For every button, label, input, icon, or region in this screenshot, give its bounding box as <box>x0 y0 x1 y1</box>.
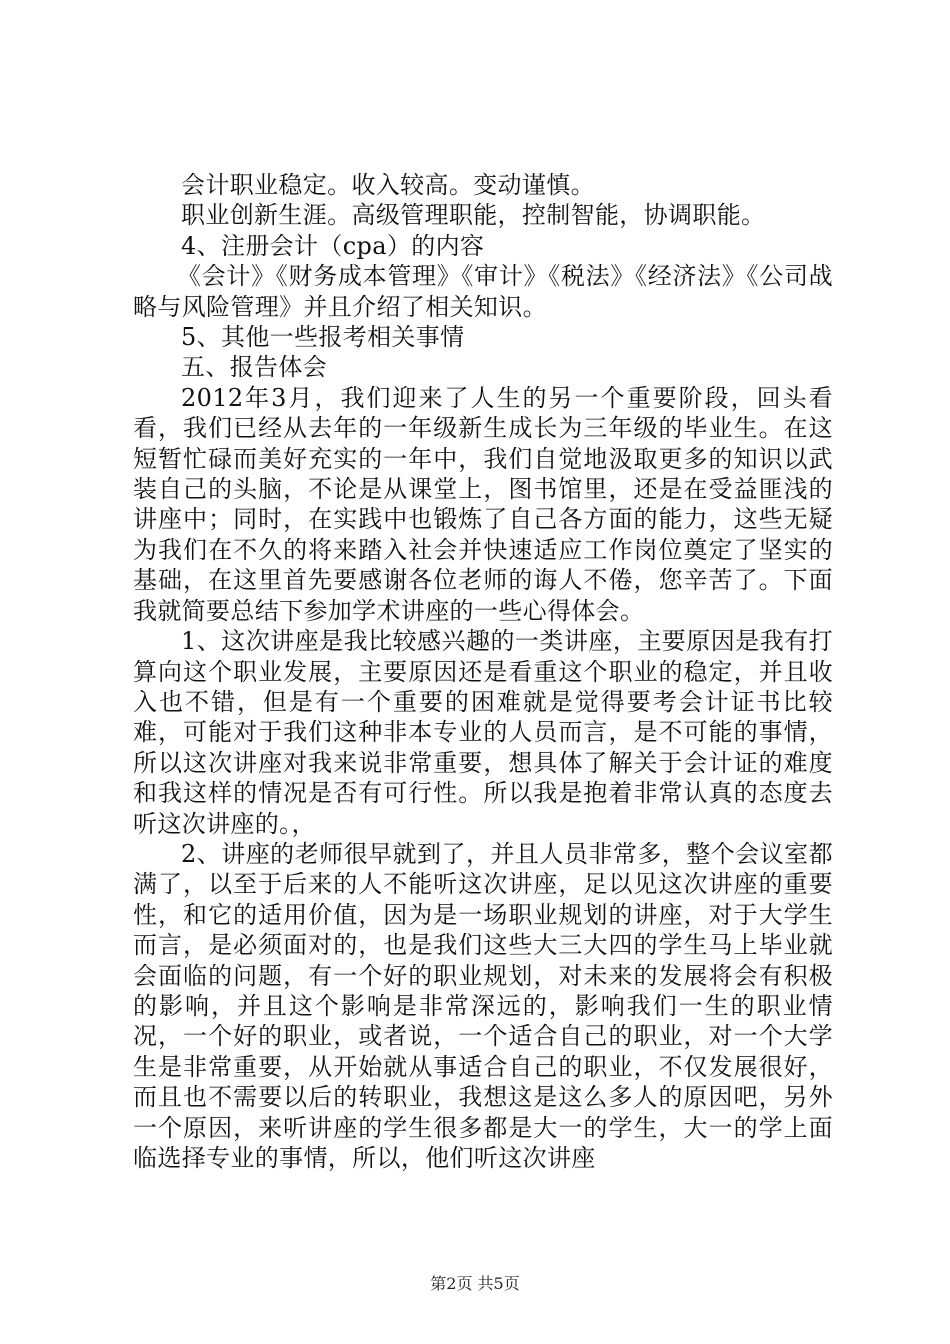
paragraph-point-two: 2、讲座的老师很早就到了，并且人员非常多，整个会议室都满了，以至于后来的人不能听这次讲座，足以见这次讲座的重要性，和它的适用价值，因为是一场职业规划的讲座，对于大学生而言，是必须面对的，也是我们这些大三大四的学生马上毕业就会面临的问题，有一个好的职业规划，对未来的发展将会有积极的影响，并且这个影响是非常深远的，影响我们一生的职业情况，一个好的职业，或者说，一个适合自己的职业，对一个大学生是非常重要，从开始就从事适合自己的职业，不仅发展很好，而且也不需要以后的转职业，我想这是这么多人的原因吧，另外一个原因，来听讲座的学生很多都是大一的学生，大一的学上面临选择专业的事情，所以，他们听这次讲座 <box>133 839 833 1172</box>
heading-other-matters: 5、其他一些报考相关事情 <box>181 323 465 352</box>
page-number-footer: 第2页 共5页 <box>430 1274 520 1293</box>
document-body <box>133 170 833 1173</box>
paragraph-accounting-stability: 会计职业稳定。收入较高。变动谨慎。 <box>181 171 595 199</box>
paragraph-point-one: 1、这次讲座是我比较感兴趣的一类讲座，主要原因是我有打算向这个职业发展，主要原因还是看重这个职业的稳定，并且收入也不错，但是有一个重要的困难就是觉得要考会计证书比较难，可能对于我们这种非本专业的人员而言，是不可能的事情，所以这次讲座对我来说非常重要，想具体了解关于会计证的难度和我这样的情况是否有可行性。所以我是抱着非常认真的态度去听这次讲座的。， <box>133 627 833 838</box>
paragraph-cpa-subjects: 《会计》《财务成本管理》《审计》《税法》《经济法》《公司战略与风险管理》并且介绍了相关知识。 <box>133 262 833 321</box>
heading-cpa-content: 4、注册会计（cpa）的内容 <box>181 231 485 260</box>
heading-report-reflection: 五、报告体会 <box>181 353 328 382</box>
paragraph-career-innovation: 职业创新生涯。高级管理职能，控制智能，协调职能。 <box>181 201 766 230</box>
paragraph-reflection-intro: 2012年3月，我们迎来了人生的另一个重要阶段，回头看看，我们已经从去年的一年级新生成长为三年级的毕业生。在这短暂忙碌而美好充实的一年中，我们自觉地汲取更多的知识以武装自己的头脑，不论是从课堂上，图书馆里，还是在受益匪浅的讲座中；同时，在实践中也锻炼了自己各方面的能力，这些无疑为我们在不久的将来踏入社会并快速适应工作岗位奠定了坚实的基础，在这里首先要感谢各位老师的诲人不倦，您辛苦了。下面我就简要总结下参加学术讲座的一些心得体会。 <box>133 383 833 625</box>
